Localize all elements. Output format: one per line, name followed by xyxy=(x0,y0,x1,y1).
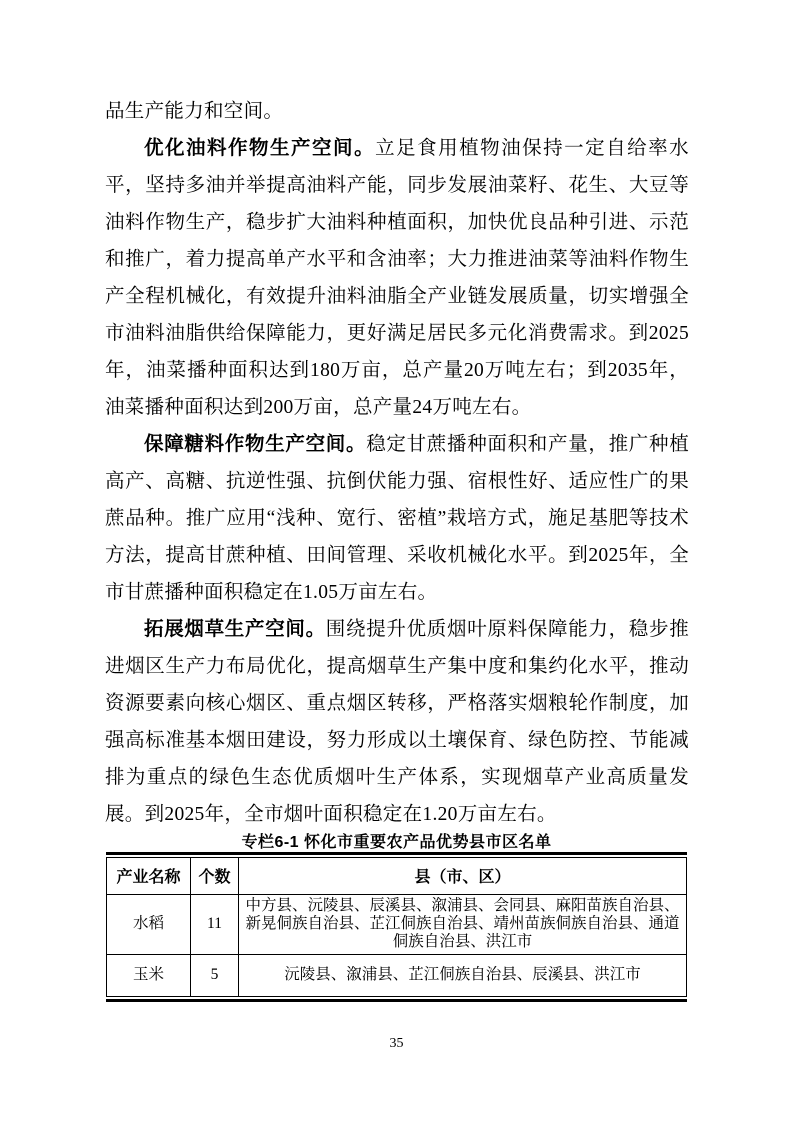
body-text xyxy=(105,93,689,833)
paragraph-heading: 优化油料作物生产空间。 xyxy=(144,138,376,159)
table-title: 专栏6-1 怀化市重要农产品优势县市区名单 xyxy=(241,834,552,851)
cell-count: 11 xyxy=(191,894,239,954)
col-header-industry: 产业名称 xyxy=(107,858,191,894)
cell-industry: 水稻 xyxy=(107,894,191,954)
paragraph-sugar-crops xyxy=(105,426,689,611)
advantage-counties-table xyxy=(106,852,687,1002)
cell-count: 5 xyxy=(191,954,239,996)
paragraph-oil-crops xyxy=(105,130,689,426)
table-header-row xyxy=(107,858,687,894)
paragraph-text: 品生产能力和空间。 xyxy=(105,101,284,122)
paragraph-text: 围绕提升优质烟叶原料保障能力，稳步推进烟区生产力布局优化，提高烟草生产集中度和集约化水平，推动资源要素向核心烟区、重点烟区转移，严格落实烟粮轮作制度，加强高标准基本烟田建设，努力形成以土壤保育、绿色防控、节能减排为重点的绿色生态优质烟叶生产体系，实现烟草产业高质量发展。到2025年，全市烟叶面积稳定在1.20万亩左右。 xyxy=(105,619,689,825)
paragraph-heading: 拓展烟草生产空间。 xyxy=(144,619,326,640)
cell-regions: 中方县、沅陵县、辰溪县、溆浦县、会同县、麻阳苗族自治县、新晃侗族自治县、芷江侗族自治县、靖州苗族侗族自治县、通道侗族自治县、洪江市 xyxy=(239,894,687,954)
page-number: 35 xyxy=(389,1036,404,1051)
cell-regions: 沅陵县、溆浦县、芷江侗族自治县、辰溪县、洪江市 xyxy=(239,954,687,996)
paragraph-text: 立足食用植物油保持一定自给率水平，坚持多油并举提高油料产能，同步发展油菜籽、花生、大豆等油料作物生产，稳步扩大油料种植面积，加快优良品种引进、示范和推广，着力提高单产水平和含油率；大力推进油菜等油料作物生产全程机械化，有效提升油料油脂全产业链发展质量，切实增强全市油料油脂供给保障能力，更好满足居民多元化消费需求。到2025年，油菜播种面积达到180万亩，总产量20万吨左右；到2035年，油菜播种面积达到200万亩，总产量24万吨左右。 xyxy=(105,138,689,418)
col-header-regions: 县（市、区） xyxy=(239,858,687,894)
paragraph-continuation xyxy=(105,93,689,130)
paragraph-text: 稳定甘蔗播种面积和产量，推广种植高产、高糖、抗逆性强、抗倒伏能力强、宿根性好、适应性广的果蔗品种。推广应用“浅种、宽行、密植”栽培方式，施足基肥等技术方法，提高甘蔗种植、田间管理、采收机械化水平。到2025年，全市甘蔗播种面积稳定在1.05万亩左右。 xyxy=(105,434,689,603)
table-row-rice xyxy=(107,894,687,954)
paragraph-heading: 保障糖料作物生产空间。 xyxy=(144,434,367,455)
table-bottom-border-thick xyxy=(106,999,687,1002)
table xyxy=(106,858,687,996)
cell-industry: 玉米 xyxy=(107,954,191,996)
table-row-corn xyxy=(107,954,687,996)
paragraph-tobacco xyxy=(105,611,689,833)
col-header-count: 个数 xyxy=(191,858,239,894)
